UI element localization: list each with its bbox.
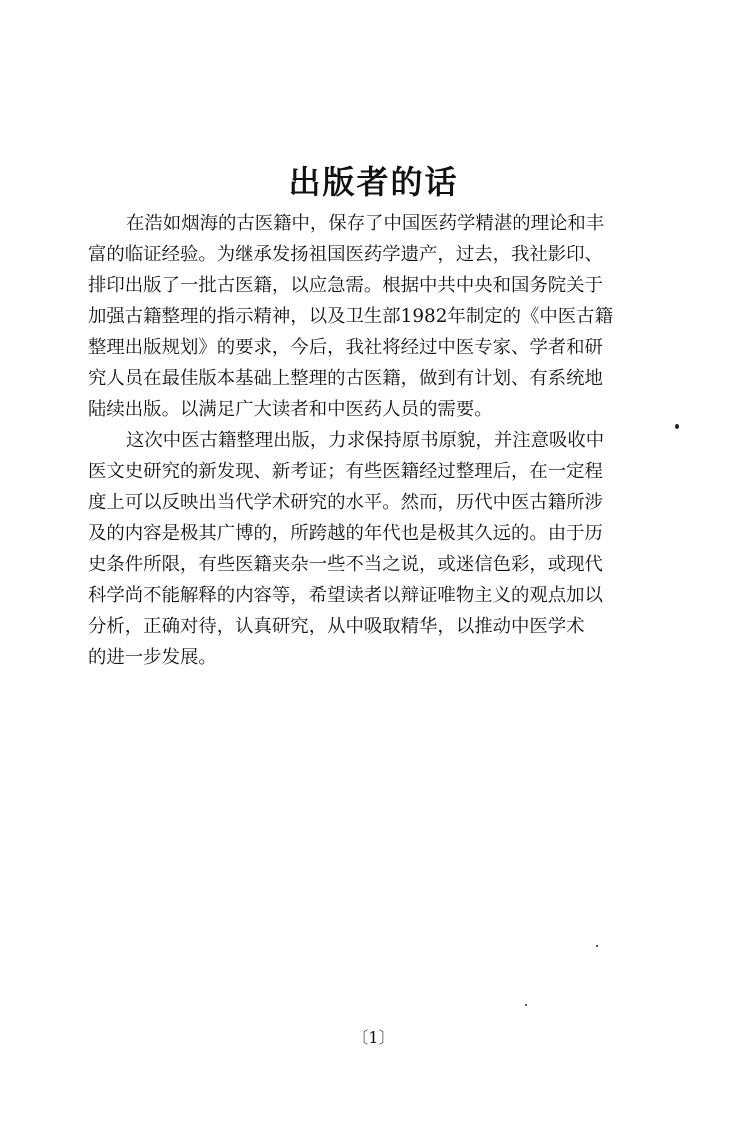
paragraph-1-line-1: 在浩如烟海的古医籍中，保存了中国医药学精湛的理论和丰 xyxy=(126,213,605,234)
paragraph-1-line-2: 富的临证经验。为继承发扬祖国医药学遗产，过去，我社影印、 xyxy=(88,244,603,265)
paragraph-2-line-2: 医文史研究的新发现、新考证；有些医籍经过整理后，在一定程 xyxy=(88,461,603,482)
paragraph-1-line-6: 究人员在最佳版本基础上整理的古医籍，做到有计划、有系统地 xyxy=(88,368,603,389)
paragraph-2-line-6: 科学尚不能解释的内容等，希望读者以辩证唯物主义的观点加以 xyxy=(88,585,603,606)
paragraph-1-line-4: 加强古籍整理的指示精神，以及卫生部1982年制定的《中医古籍 xyxy=(88,306,613,327)
paragraph-2-line-4: 及的内容是极其广博的，所跨越的年代也是极其久远的。由于历 xyxy=(88,523,603,544)
paragraph-2-line-7: 分析，正确对待，认真研究，从中吸取精华，以推动中医学术 xyxy=(88,616,585,637)
body-text xyxy=(88,208,668,673)
scan-speck xyxy=(596,945,598,947)
paragraph-2-line-3: 度上可以反映出当代学术研究的水平。然而，历代中医古籍所涉 xyxy=(88,492,603,513)
paragraph-1-line-3: 排印出版了一批古医籍，以应急需。根据中共中央和国务院关于 xyxy=(88,275,603,296)
paragraph-1-line-7: 陆续出版。以满足广大读者和中医药人员的需要。 xyxy=(88,399,493,420)
scan-speck xyxy=(675,424,679,429)
page-number: 〔1〕 xyxy=(352,1028,395,1047)
scan-speck xyxy=(525,1004,527,1006)
paragraph-2-line-5: 史条件所限，有些医籍夹杂一些不当之说，或迷信色彩，或现代 xyxy=(88,554,603,575)
page-title: 出版者的话 xyxy=(288,163,459,201)
paragraph-1-line-5: 整理出版规划》的要求，今后，我社将经过中医专家、学者和研 xyxy=(88,337,603,358)
paragraph-2-line-8: 的进一步发展。 xyxy=(88,647,217,668)
paragraph-2-line-1: 这次中医古籍整理出版，力求保持原书原貌，并注意吸收中 xyxy=(126,430,605,451)
